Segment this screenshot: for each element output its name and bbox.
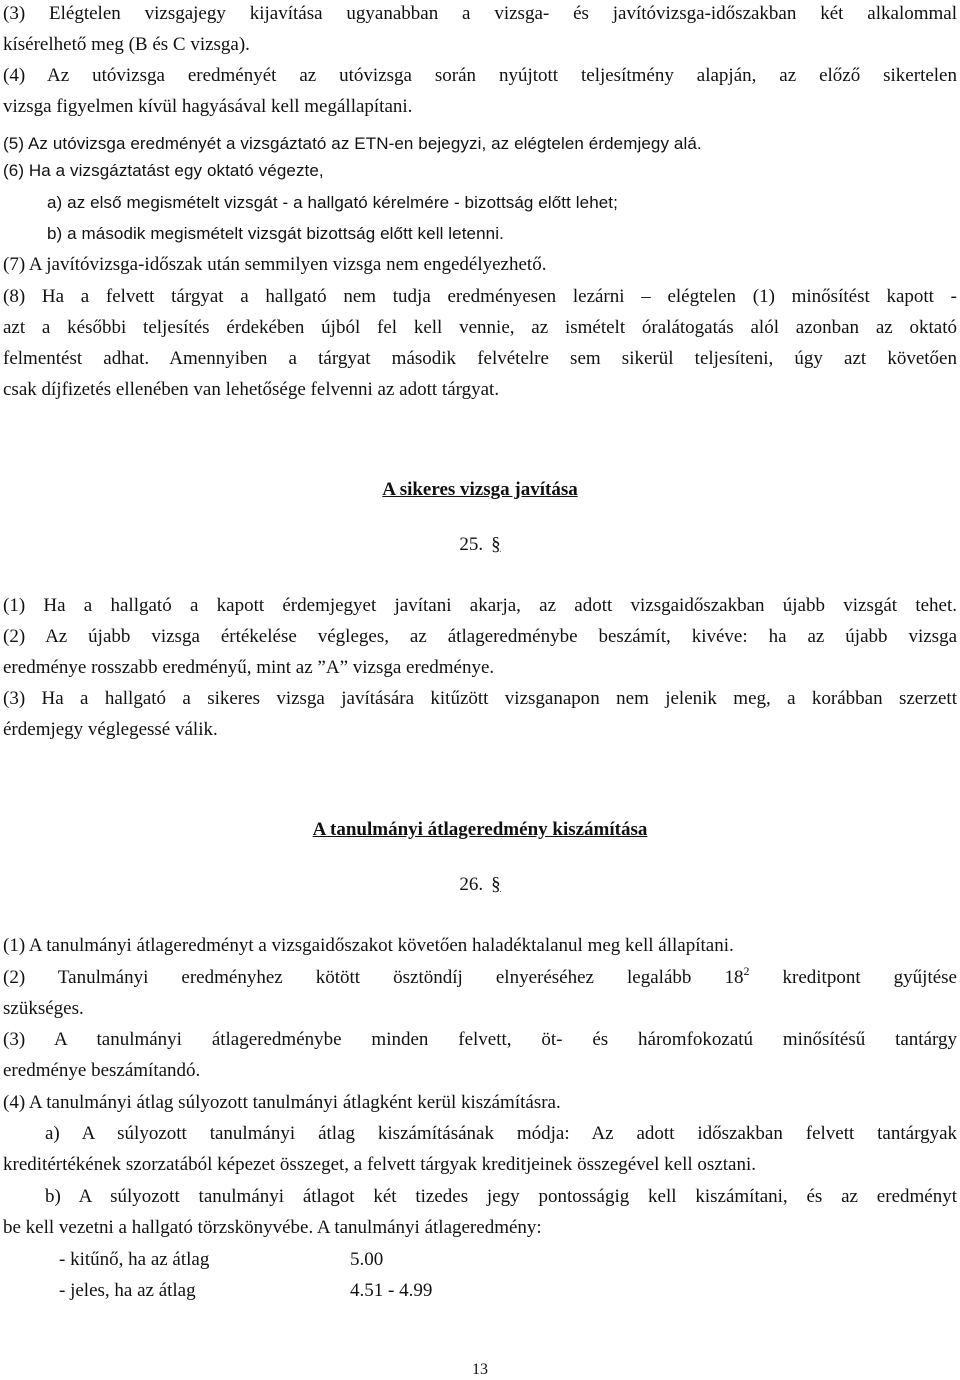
- s26-paragraph-2-line-2: szükséges.: [3, 998, 84, 1019]
- paragraph-6b: b) a második megismételt vizsgát bizottság előtt kell letenni.: [47, 224, 504, 243]
- paragraph-6a: a) az első megismételt vizsgát - a hallgató kérelmére - bizottság előtt lehet;: [47, 193, 618, 212]
- s26-paragraph-4a-line-1: a) A súlyozott tanulmányi átlag kiszámításának módja: Az adott időszakban felvett tantárgyak: [45, 1123, 957, 1144]
- paragraph-3-line-2: kísérelhető meg (B és C vizsga).: [3, 34, 250, 55]
- paragraph-6: (6) Ha a vizsgáztatást egy oktató végezte,: [3, 161, 324, 180]
- s26-paragraph-4b-line-2: be kell vezetni a hallgató törzskönyvébe. A tanulmányi átlageredmény:: [3, 1217, 542, 1238]
- paragraph-8-line-4: csak díjfizetés ellenében van lehetősége felvenni az adott tárgyat.: [3, 379, 500, 400]
- paragraph-symbol: §: [491, 534, 501, 555]
- section-26-number: [0, 872, 960, 897]
- section-25-number-text: 25.: [459, 534, 484, 555]
- footnote-ref: 2: [743, 965, 750, 978]
- s26-paragraph-4a-line-2: kreditértékének szorzatából képezet összeget, a felvett tárgyak kreditjeinek összegével kell osztani.: [3, 1154, 756, 1175]
- s26-paragraph-4b-line-1: b) A súlyozott tanulmányi átlagot két tizedes jegy pontosságig kell kiszámítani, és az eredményt: [45, 1186, 957, 1207]
- paragraph-8-line-3: felmentést adhat. Amennyiben a tárgyat második felvételre sem sikerül teljesíteni, úgy azt követően: [3, 348, 957, 369]
- paragraph-8-line-1: (8) Ha a felvett tárgyat a hallgató nem tudja eredményesen lezárni – elégtelen (1) minősítést kapott -: [3, 286, 957, 307]
- s25-paragraph-3-line-1: (3) Ha a hallgató a sikeres vizsga javítására kitűzött vizsganapon nem jelenik meg, a korábban szerzett: [3, 688, 957, 709]
- page-number: 13: [472, 1361, 488, 1378]
- s25-paragraph-2-line-1: (2) Az újabb vizsga értékelése végleges, az átlageredménybe beszámít, kivéve: ha az újabb vizsga: [3, 626, 957, 647]
- s26-p2-text-b: kreditpont gyűjtése: [749, 967, 957, 988]
- s26-p2-text-a: (2) Tanulmányi eredményhez kötött ösztöndíj elnyeréséhez legalább 18: [3, 967, 744, 988]
- paragraph-symbol: §: [491, 874, 501, 895]
- section-25-heading: A sikeres vizsga javítása: [382, 479, 578, 500]
- grade-label-jeles: - jeles, ha az átlag: [59, 1280, 196, 1301]
- s25-paragraph-1: (1) Ha a hallgató a kapott érdemjegyet javítani akarja, az adott vizsgaidőszakban újabb vizsgát tehet.: [3, 595, 957, 616]
- paragraph-8-line-2: azt a későbbi teljesítés érdekében újból fel kell vennie, az ismételt óralátogatás alól azonban az oktató: [3, 317, 957, 338]
- grade-label-kituno: - kitűnő, ha az átlag: [59, 1249, 210, 1270]
- s26-paragraph-1: (1) A tanulmányi átlageredményt a vizsgaidőszakot követően haladéktalanul meg kell állapítani.: [3, 935, 734, 956]
- s26-paragraph-3-line-2: eredménye beszámítandó.: [3, 1060, 201, 1081]
- s26-paragraph-4: (4) A tanulmányi átlag súlyozott tanulmányi átlagként kerül kiszámításra.: [3, 1092, 561, 1113]
- section-25-number: [0, 532, 960, 557]
- paragraph-7: (7) A javítóvizsga-időszak után semmilyen vizsga nem engedélyezhető.: [3, 254, 547, 275]
- paragraph-3-line-1: (3) Elégtelen vizsgajegy kijavítása ugyanabban a vizsga- és javítóvizsga-időszakban két alkalommal: [3, 3, 957, 24]
- paragraph-4-line-2: vizsga figyelmen kívül hagyásával kell megállapítani.: [3, 96, 413, 117]
- section-26-number-text: 26.: [459, 874, 484, 895]
- grade-range-kituno: 5.00: [350, 1249, 384, 1270]
- s26-paragraph-2-line-1: [3, 965, 957, 990]
- s25-paragraph-3-line-2: érdemjegy véglegessé válik.: [3, 719, 218, 740]
- section-26-heading: A tanulmányi átlageredmény kiszámítása: [312, 819, 648, 840]
- grade-range-jeles: 4.51 - 4.99: [350, 1280, 433, 1301]
- paragraph-5: (5) Az utóvizsga eredményét a vizsgáztató az ETN-en bejegyzi, az elégtelen érdemjegy alá.: [3, 134, 702, 153]
- s26-paragraph-3-line-1: (3) A tanulmányi átlageredménybe minden felvett, öt- és háromfokozatú minősítésű tantárgy: [3, 1029, 957, 1050]
- s25-paragraph-2-line-2: eredménye rosszabb eredményű, mint az ”A” vizsga eredménye.: [3, 657, 495, 678]
- paragraph-4-line-1: (4) Az utóvizsga eredményét az utóvizsga során nyújtott teljesítmény alapján, az előző sikertelen: [3, 65, 957, 86]
